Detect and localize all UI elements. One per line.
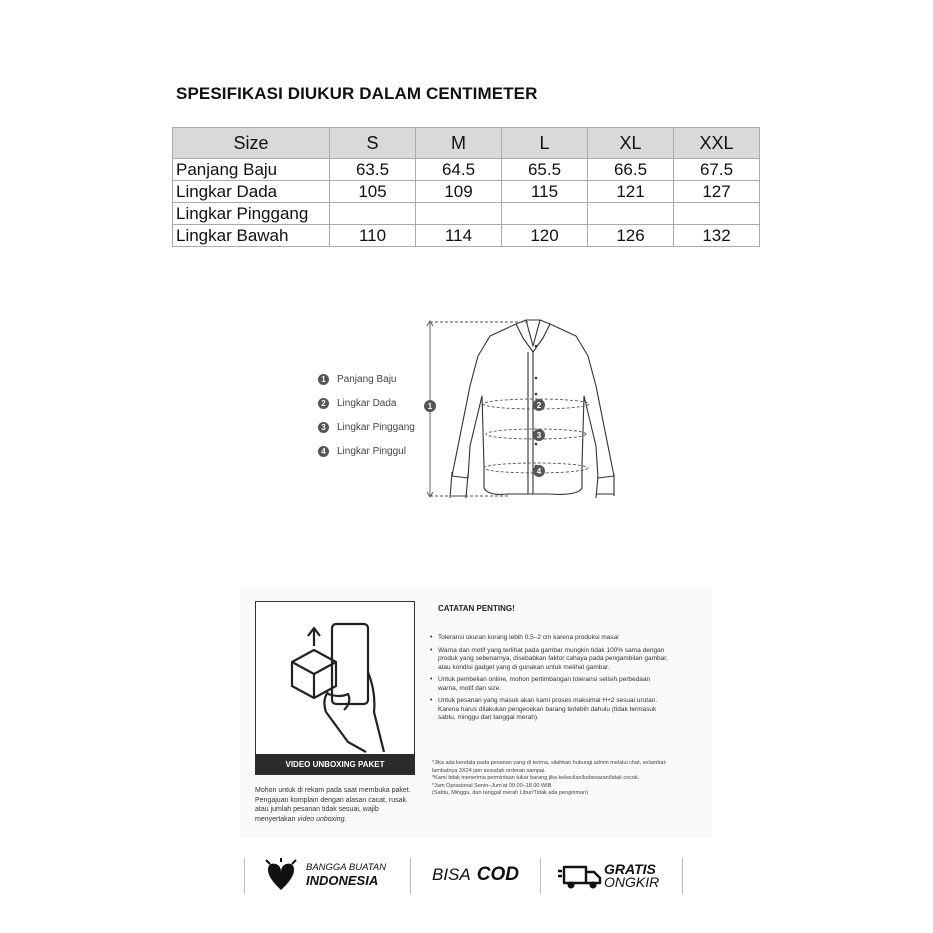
legend-label: Lingkar Pinggang: [337, 421, 415, 433]
size-table: [172, 127, 760, 247]
table-cell: 66.5: [588, 159, 674, 181]
legend-label: Lingkar Dada: [337, 397, 397, 409]
fine-line: *Jam Oprasional Senin–Jum'at 09.00–18.00 WIB: [432, 782, 552, 789]
table-row: [173, 181, 760, 203]
table-row: [173, 225, 760, 247]
table-cell: [674, 203, 760, 225]
table-cell: 126: [588, 225, 674, 247]
unboxing-illustration: [255, 601, 415, 775]
note-text: Warna dan motif yang terlihat pada gambar mungkin tidak 100% sama dengan produk yang sebenarnya, disebabkan faktor cahaya pada pengambilan gambar, atau kondisi gadget yang di gunakan untuk melihat gambar.: [438, 646, 668, 671]
header-cell-xxl: XXL: [674, 128, 760, 159]
list-item: • Untuk pesanan yang masuk akan kami proses maksimal H+2 sesuai urutan. Karena harus dilakukan pengecekan barang terlebih dahulu (tidak termasuk sabtu, minggu dan tanggal merah).: [430, 697, 670, 723]
legend-item: [318, 421, 415, 433]
unboxing-description: [255, 786, 417, 824]
row-label: Lingkar Pinggang: [173, 203, 330, 225]
note-text: Untuk pembelian online, mohon pertimbangan toleransi selisih perbedaan warna, motif dan size.: [438, 676, 651, 692]
badge-local-line1: BANGGA BUATAN: [306, 862, 387, 873]
list-item: • Untuk pembelian online, mohon pertimbangan toleransi selisih perbedaan warna, motif dan size.: [430, 676, 670, 693]
table-cell: 64.5: [416, 159, 502, 181]
header-cell-size: Size: [173, 128, 330, 159]
shirt-collar: [516, 320, 550, 352]
unboxing-desc-italic: video unboxing.: [297, 815, 347, 823]
table-cell: 109: [416, 181, 502, 203]
footer-divider: [682, 858, 683, 894]
list-item: • Toleransi ukuran kurang lebih 0,5–2 cm karena produksi masal: [430, 634, 619, 641]
phone-box-icon: [256, 602, 414, 757]
row-label: Lingkar Bawah: [173, 225, 330, 247]
fine-print: [432, 760, 682, 798]
row-label: Panjang Baju: [173, 159, 330, 181]
note-text: Toleransi ukuran kurang lebih 0,5–2 cm karena produksi masal: [438, 634, 619, 641]
shirt-measurement-diagram: [418, 316, 633, 501]
table-header-row: [173, 128, 760, 159]
badge-cod-text: COD: [476, 864, 519, 885]
table-cell: 127: [674, 181, 760, 203]
fine-line: *Jika ada kendala pada pesanan yang di terima, silahkan hubungi admin melalui chat, selambat-lambatnya 3X24 jam sesudah orderan sampai.: [432, 760, 667, 774]
delivery-truck-icon: [558, 861, 602, 891]
legend-number: 4: [318, 446, 329, 457]
header-cell-m: M: [416, 128, 502, 159]
header-cell-s: S: [330, 128, 416, 159]
footer-divider: [540, 858, 541, 894]
legend-label: Panjang Baju: [337, 373, 397, 385]
table-cell: 67.5: [674, 159, 760, 181]
legend-item: [318, 445, 415, 457]
marker-2: 2: [536, 401, 542, 410]
unboxing-label: VIDEO UNBOXING PAKET: [255, 754, 415, 774]
table-cell: 121: [588, 181, 674, 203]
footer-divider: [244, 858, 245, 894]
unboxing-desc-text: Mohon untuk di rekam pada saat membuka paket. Pengajuan komplain dengan alasan cacat, rusak atau jumlah pesanan tidak sesuai, wajib menyertakan: [255, 787, 411, 823]
table-cell: [502, 203, 588, 225]
table-row: [173, 159, 760, 181]
footer-divider: [410, 858, 411, 894]
badge-cod-prefix: BISA: [432, 865, 471, 884]
table-cell: 132: [674, 225, 760, 247]
legend-number: 2: [318, 398, 329, 409]
table-cell: 115: [502, 181, 588, 203]
badge-cod: [432, 862, 519, 888]
heart-hand-icon: [262, 856, 300, 894]
table-cell: [588, 203, 674, 225]
list-item: • Warna dan motif yang terlihat pada gambar mungkin tidak 100% sama dengan produk yang sebenarnya, disebabkan faktor cahaya pada pengambilan gambar, atau kondisi gadget yang di gunakan untuk melihat gambar.: [430, 647, 670, 673]
notes-list: [430, 634, 670, 727]
page-title: SPESIFIKASI DIUKUR DALAM CENTIMETER: [176, 84, 538, 103]
marker-4: 4: [536, 467, 542, 476]
legend-number: 3: [318, 422, 329, 433]
legend-number: 1: [318, 374, 329, 385]
header-cell-l: L: [502, 128, 588, 159]
marker-3: 3: [536, 431, 542, 440]
badge-free-shipping: [558, 858, 680, 894]
badge-ship-line1: GRATIS: [604, 861, 656, 877]
badge-local-line2: INDONESIA: [306, 873, 379, 888]
measurement-legend: [318, 373, 415, 469]
table-cell: 63.5: [330, 159, 416, 181]
marker-1: 1: [427, 402, 433, 411]
legend-item: [318, 373, 415, 385]
note-text: Untuk pesanan yang masuk akan kami proses maksimal H+2 sesuai urutan. Karena harus dilakukan pengecekan barang terlebih dahulu (tidak termasuk sabtu, minggu dan tanggal merah).: [438, 697, 658, 721]
legend-item: [318, 397, 415, 409]
table-cell: 110: [330, 225, 416, 247]
badge-ship-line2: ONGKIR: [604, 874, 660, 890]
table-row: [173, 203, 760, 225]
fine-line: (Sabtu, Minggu, dan tanggal merah Libur/Tidak ada pengiriman): [432, 790, 589, 796]
table-cell: 105: [330, 181, 416, 203]
badge-made-in-indonesia: [262, 856, 402, 894]
table-cell: [416, 203, 502, 225]
table-cell: 120: [502, 225, 588, 247]
table-cell: 114: [416, 225, 502, 247]
header-cell-xl: XL: [588, 128, 674, 159]
fine-line: *Kami tidak menerima permintaan tukar barang jika kekecilan/kebesaran/tidak cocok.: [432, 775, 640, 781]
table-cell: [330, 203, 416, 225]
row-label: Lingkar Dada: [173, 181, 330, 203]
notes-title: CATATAN PENTING!: [438, 604, 515, 613]
table-cell: 65.5: [502, 159, 588, 181]
legend-label: Lingkar Pinggul: [337, 445, 406, 457]
